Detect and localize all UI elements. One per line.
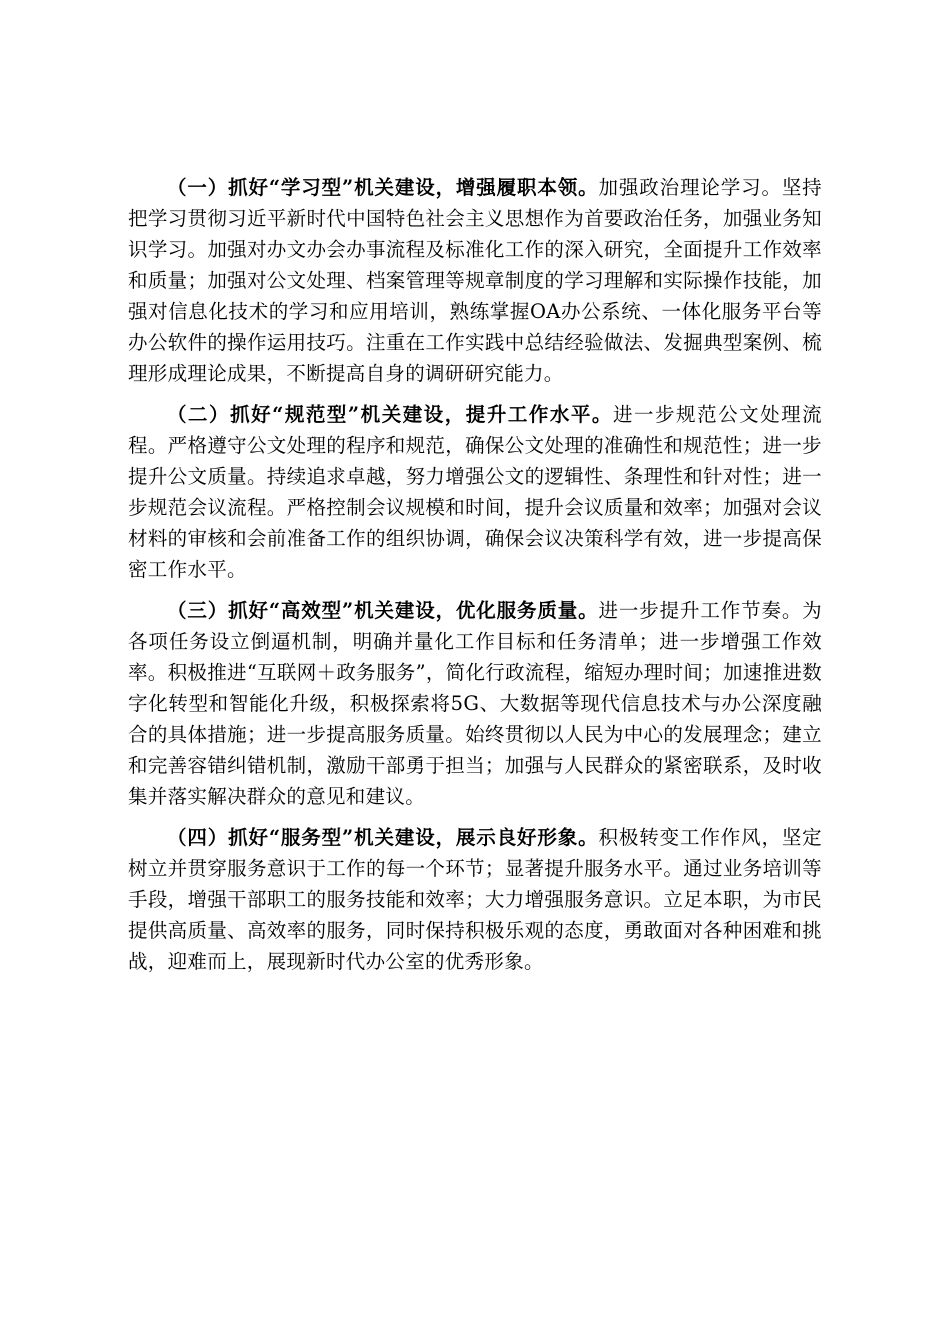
document-page [128, 172, 822, 987]
paragraph-3-heading: （三）抓好“高效型”机关建设，优化服务质量。 [167, 599, 599, 622]
paragraph-3-body: 进一步提升工作节奏。为各项任务设立倒逼机制，明确并量化工作目标和任务清单；进一步增强工作效率。积极推进“互联网＋政务服务”，简化行政流程，缩短办理时间；加速推进数字化转型和智能化升级，积极探索将5G、大数据等现代信息技术与办公深度融合的具体措施；进一步提高服务质量。始终贯彻以人民为中心的发展理念；建立和完善容错纠错机制，激励干部勇于担当；加强与人民群众的紧密联系，及时收集并落实解决群众的意见和建议。 [128, 599, 822, 808]
paragraph-1-heading: （一）抓好“学习型”机关建设，增强履职本领。 [167, 176, 599, 199]
paragraph-2-body: 进一步规范公文处理流程。严格遵守公文处理的程序和规范，确保公文处理的准确性和规范性；进一步提升公文质量。持续追求卓越，努力增强公文的逻辑性、条理性和针对性；进一步规范会议流程。严格控制会议规模和时间，提升会议质量和效率；加强对会议材料的审核和会前准备工作的组织协调，确保会议决策科学有效，进一步提高保密工作水平。 [128, 403, 822, 581]
paragraph-4-body: 积极转变工作作风，坚定树立并贯穿服务意识于工作的每一个环节；显著提升服务水平。通过业务培训等手段，增强干部职工的服务技能和效率；大力增强服务意识。立足本职，为市民提供高质量、高效率的服务，同时保持积极乐观的态度，勇敢面对各种困难和挑战，迎难而上，展现新时代办公室的优秀形象。 [128, 826, 822, 973]
paragraph-1-body: 加强政治理论学习。坚持把学习贯彻习近平新时代中国特色社会主义思想作为首要政治任务，加强业务知识学习。加强对办文办会办事流程及标准化工作的深入研究，全面提升工作效率和质量；加强对公文处理、档案管理等规章制度的学习理解和实际操作技能，加强对信息化技术的学习和应用培训，熟练掌握OA办公系统、一体化服务平台等办公软件的操作运用技巧。注重在工作实践中总结经验做法、发掘典型案例、梳理形成理论成果，不断提高自身的调研研究能力。 [128, 176, 822, 385]
paragraph-4 [128, 822, 822, 977]
paragraph-2-heading: （二）抓好“规范型”机关建设，提升工作水平。 [167, 403, 613, 426]
paragraph-2 [128, 399, 822, 585]
paragraph-4-heading: （四）抓好“服务型”机关建设，展示良好形象。 [167, 826, 599, 849]
paragraph-3 [128, 595, 822, 812]
paragraph-1 [128, 172, 822, 389]
